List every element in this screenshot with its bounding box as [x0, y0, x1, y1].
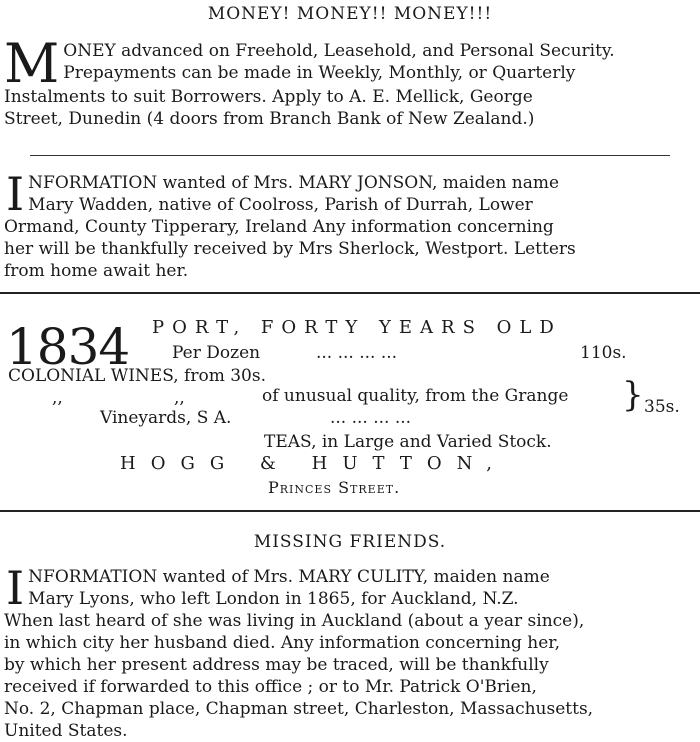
wine-vineyards: Vineyards, S A.	[100, 408, 232, 428]
missing-line-5: by which her present address may be traced, will be thankfully	[4, 655, 549, 675]
missing-dropcap: I	[6, 561, 25, 615]
money-heading: MONEY! MONEY!! MONEY!!!	[207, 4, 493, 24]
wine-per-dozen-price: 110s.	[580, 343, 627, 363]
wine-vineyards-dots: ... ... ... ...	[330, 408, 412, 428]
wine-per-dozen-dots: ... ... ... ...	[316, 343, 398, 363]
money-dropcap: M	[4, 32, 60, 95]
missing-line-8: United States.	[4, 721, 128, 741]
divider	[0, 510, 700, 512]
wine-year: 1834	[6, 318, 130, 376]
jonson-dropcap: I	[6, 167, 25, 221]
jonson-line-3: Ormand, County Tipperary, Ireland Any information concerning	[4, 217, 554, 237]
money-line-4: Street, Dunedin (4 doors from Branch Bank of New Zealand.)	[4, 109, 535, 129]
money-ad-body	[4, 32, 694, 130]
wine-street: Princes Street.	[268, 478, 401, 497]
wine-per-dozen: Per Dozen	[172, 343, 261, 363]
money-line-1: ONEY advanced on Freehold, Leasehold, and Personal Security.	[63, 41, 615, 61]
missing-line-2: Mary Lyons, who left London in 1865, for Auckland, N.Z.	[28, 589, 519, 609]
wine-ditto-1: ,,	[52, 388, 63, 408]
wine-port-line: PORT, FORTY YEARS OLD	[152, 317, 562, 338]
wine-teas: TEAS, in Large and Varied Stock.	[264, 432, 552, 452]
wine-colonial: COLONIAL WINES, from 30s.	[8, 366, 266, 386]
money-line-3: Instalments to suit Borrowers. Apply to A. E. Mellick, George	[4, 87, 533, 107]
missing-line-1: NFORMATION wanted of Mrs. MARY CULITY, maiden name	[28, 567, 550, 587]
missing-line-4: in which city her husband died. Any information concerning her,	[4, 633, 560, 653]
jonson-line-4: her will be thankfully received by Mrs Sherlock, Westport. Letters	[4, 239, 576, 259]
missing-line-7: No. 2, Chapman place, Chapman street, Charleston, Massachusetts,	[4, 699, 594, 719]
missing-line-3: When last heard of she was living in Auckland (about a year since),	[4, 611, 585, 631]
jonson-ad-body	[4, 167, 694, 282]
wine-brace-price: 35s.	[644, 397, 680, 417]
divider	[0, 292, 700, 294]
missing-heading: MISSING FRIENDS.	[253, 532, 447, 552]
missing-line-6: received if forwarded to this office ; or to Mr. Patrick O'Brien,	[4, 677, 537, 697]
jonson-line-1: NFORMATION wanted of Mrs. MARY JONSON, maiden name	[28, 173, 560, 193]
wine-brace: }	[622, 375, 644, 415]
jonson-line-5: from home await her.	[4, 261, 189, 281]
wine-ditto-2: ,,	[174, 388, 185, 408]
money-line-2: Prepayments can be made in Weekly, Monthly, or Quarterly	[63, 63, 576, 83]
divider	[30, 155, 670, 156]
wine-unusual: of unusual quality, from the Grange	[262, 386, 569, 406]
jonson-line-2: Mary Wadden, native of Coolross, Parish of Durrah, Lower	[28, 195, 533, 215]
wine-firm: HOGG & HUTTON,	[120, 453, 507, 474]
missing-ad-body	[4, 561, 694, 742]
